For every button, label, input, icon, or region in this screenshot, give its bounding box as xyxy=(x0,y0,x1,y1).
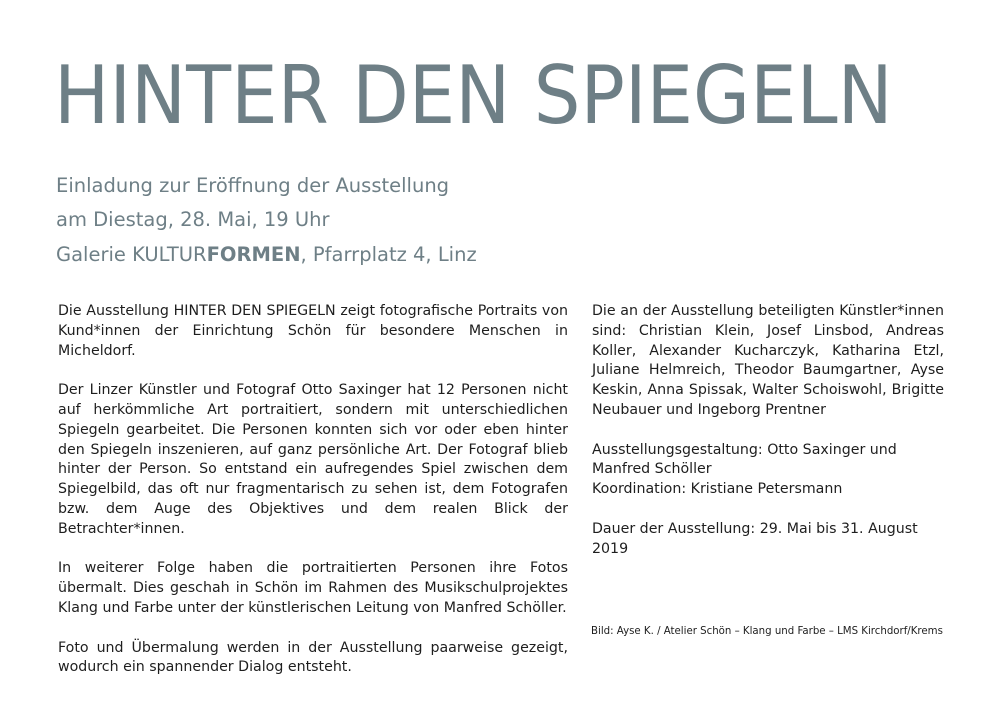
duration-paragraph: Dauer der Ausstellung: 29. Mai bis 31. August 2019 xyxy=(592,520,918,557)
design-credit: Ausstellungsgestaltung: Otto Saxinger und Manfred Schöller xyxy=(592,441,897,478)
dialog-paragraph: Foto und Übermalung werden in der Ausstellung paarweise gezeigt, wodurch ein spannender Dialog entsteht. xyxy=(58,639,568,676)
page-title: HINTER DEN SPIEGELN xyxy=(54,49,893,142)
venue-address: , Pfarrplatz 4, Linz xyxy=(300,243,477,266)
overpainting-paragraph: In weiterer Folge haben die portraitierten Personen ihre Fotos übermalt. Dies geschah in Schön im Rahmen des Musikschulprojektes Klang und Farbe unter der künstlerischen Leitung von Manfred Schöller. xyxy=(58,560,568,616)
artists-paragraph: Die an der Ausstellung beteiligten Künstler*innen sind: Christian Klein, Josef Linsbod, Andreas Koller, Alexander Kucharczyk, Katharina Etzl, Juliane Helmreich, Theodor Baumgartner, Ayse Keskin, Anna Spissak, Walter Schoiswohl, Brigitte Neubauer und Ingeborg Prentner xyxy=(592,303,944,418)
image-credit: Bild: Ayse K. / Atelier Schön – Klang und Farbe – LMS Kirchdorf/Krems xyxy=(591,626,943,637)
venue-line xyxy=(56,243,656,267)
date-line: am Diestag, 28. Mai, 19 Uhr xyxy=(56,208,330,231)
gallery-name-prefix: Galerie KULTUR xyxy=(56,243,207,266)
photographer-paragraph: Der Linzer Künstler und Fotograf Otto Saxinger hat 12 Personen nicht auf herkömmliche Art portraitiert, sondern mit unterschiedlichen Spiegeln gearbeitet. Die Personen konnten sich vor oder eben hinter den Spiegeln inszenieren, auf ganz persönliche Art. Der Fotograf blieb hinter der Person. So entstand ein aufregendes Spiel zwischen dem Spiegelbild, das oft nur fragmentarisch zu sehen ist, dem Fotografen bzw. dem Auge des Objektives und dem realen Blick der Betrachter*innen. xyxy=(58,382,568,537)
gallery-name-bold: FORMEN xyxy=(206,243,301,266)
credits-paragraph xyxy=(592,441,944,500)
coordination-credit: Koordination: Kristiane Petersmann xyxy=(592,481,843,498)
left-column xyxy=(58,302,568,698)
invitation-line: Einladung zur Eröffnung der Ausstellung xyxy=(56,174,450,197)
intro-paragraph: Die Ausstellung HINTER DEN SPIEGELN zeigt fotografische Portraits von Kund*innen der Einrichtung Schön für besondere Menschen in Micheldorf. xyxy=(58,303,568,359)
right-column xyxy=(592,302,944,579)
